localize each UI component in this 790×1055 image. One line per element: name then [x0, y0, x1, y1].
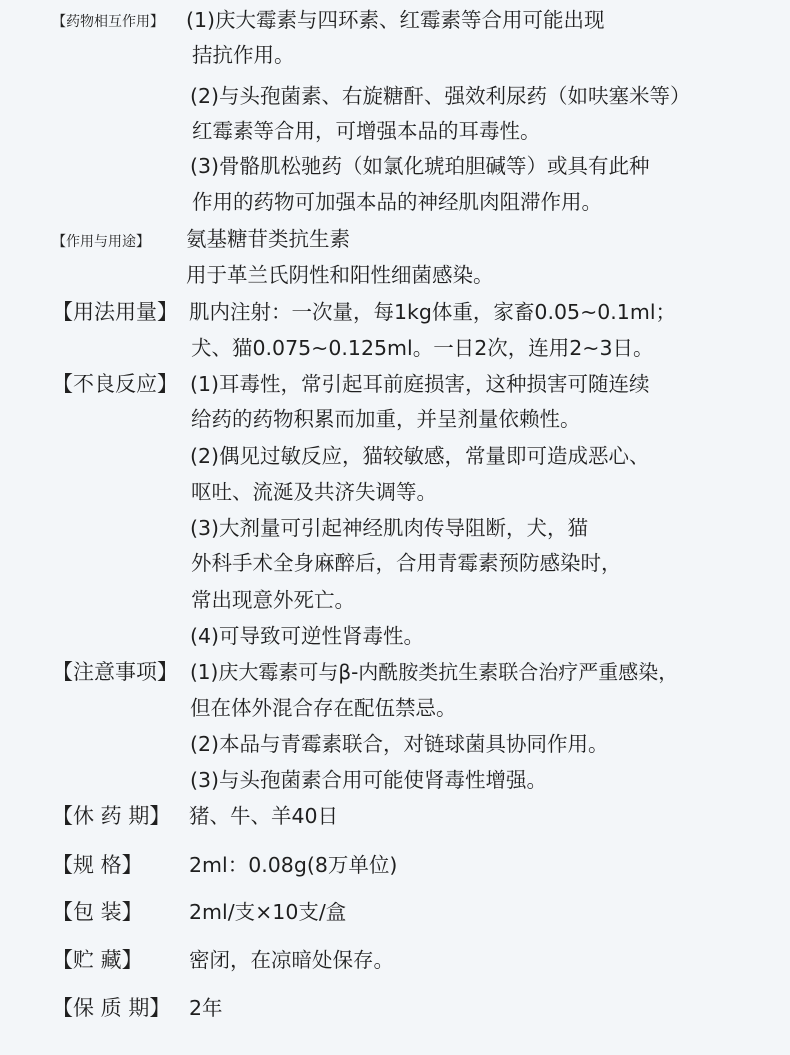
- label-specification: 【规 格】: [52, 853, 143, 877]
- interaction-line-6: 作用的药物可加强本品的神经肌肉阻滞作用。: [192, 190, 602, 214]
- interaction-line-2: 拮抗作用。: [192, 43, 295, 67]
- storage-value: 密闭，在凉暗处保存。: [189, 948, 394, 972]
- label-shelf-life: 【保 质 期】: [52, 996, 171, 1020]
- precaution-line-1: (1)庆大霉素可与β-内酰胺类抗生素联合治疗严重感染，: [190, 660, 679, 684]
- dosage-line-2: 犬、猫0.075~0.125ml。一日2次，连用2~3日。: [191, 336, 654, 360]
- precaution-line-4: (3)与头孢菌素合用可能使肾毒性增强。: [190, 768, 548, 792]
- label-dosage: 【用法用量】: [52, 300, 178, 324]
- adverse-line-7: 常出现意外死亡。: [191, 588, 355, 612]
- interaction-line-5: (3)骨骼肌松驰药（如氯化琥珀胆碱等）或具有此种: [190, 154, 650, 178]
- label-drug-interactions: 【药物相互作用】: [52, 14, 164, 30]
- shelf-life-value: 2年: [189, 996, 223, 1020]
- interaction-line-4: 红霉素等合用，可增强本品的耳毒性。: [192, 119, 541, 143]
- interaction-line-3: (2)与头孢菌素、右旋糖酐、强效利尿药（如呋塞米等）: [190, 84, 691, 108]
- precaution-line-3: (2)本品与青霉素联合，对链球菌具协同作用。: [190, 732, 609, 756]
- dosage-line-1: 肌内注射：一次量，每1kg体重，家畜0.05~0.1ml；: [189, 300, 677, 324]
- specification-value: 2ml：0.08g(8万单位): [189, 853, 398, 877]
- label-adverse-reactions: 【不良反应】: [52, 372, 178, 396]
- package-value: 2ml/支×10支/盒: [189, 900, 347, 924]
- adverse-line-6: 外科手术全身麻醉后，合用青霉素预防感染时，: [191, 551, 622, 575]
- withdrawal-value: 猪、牛、羊40日: [189, 804, 339, 828]
- adverse-line-4: 呕吐、流涎及共济失调等。: [191, 480, 437, 504]
- adverse-line-1: (1)耳毒性，常引起耳前庭损害，这种损害可随连续: [190, 372, 650, 396]
- label-package: 【包 装】: [52, 900, 143, 924]
- label-precautions: 【注意事项】: [52, 660, 178, 684]
- adverse-line-3: (2)偶见过敏反应，猫较敏感，常量即可造成恶心、: [190, 444, 650, 468]
- adverse-line-2: 给药的药物积累而加重，并呈剂量依赖性。: [191, 407, 581, 431]
- label-withdrawal-period: 【休 药 期】: [52, 804, 171, 828]
- action-line-2: 用于革兰氏阴性和阳性细菌感染。: [186, 263, 494, 287]
- action-line-1: 氨基糖苷类抗生素: [186, 227, 350, 251]
- label-action-use: 【作用与用途】: [52, 234, 150, 250]
- precaution-line-2: 但在体外混合存在配伍禁忌。: [190, 696, 457, 720]
- label-storage: 【贮 藏】: [52, 948, 143, 972]
- adverse-line-5: (3)大剂量可引起神经肌肉传导阻断，犬，猫: [190, 516, 589, 540]
- adverse-line-8: (4)可导致可逆性肾毒性。: [190, 624, 425, 648]
- interaction-line-1: (1)庆大霉素与四环素、红霉素等合用可能出现: [186, 8, 605, 32]
